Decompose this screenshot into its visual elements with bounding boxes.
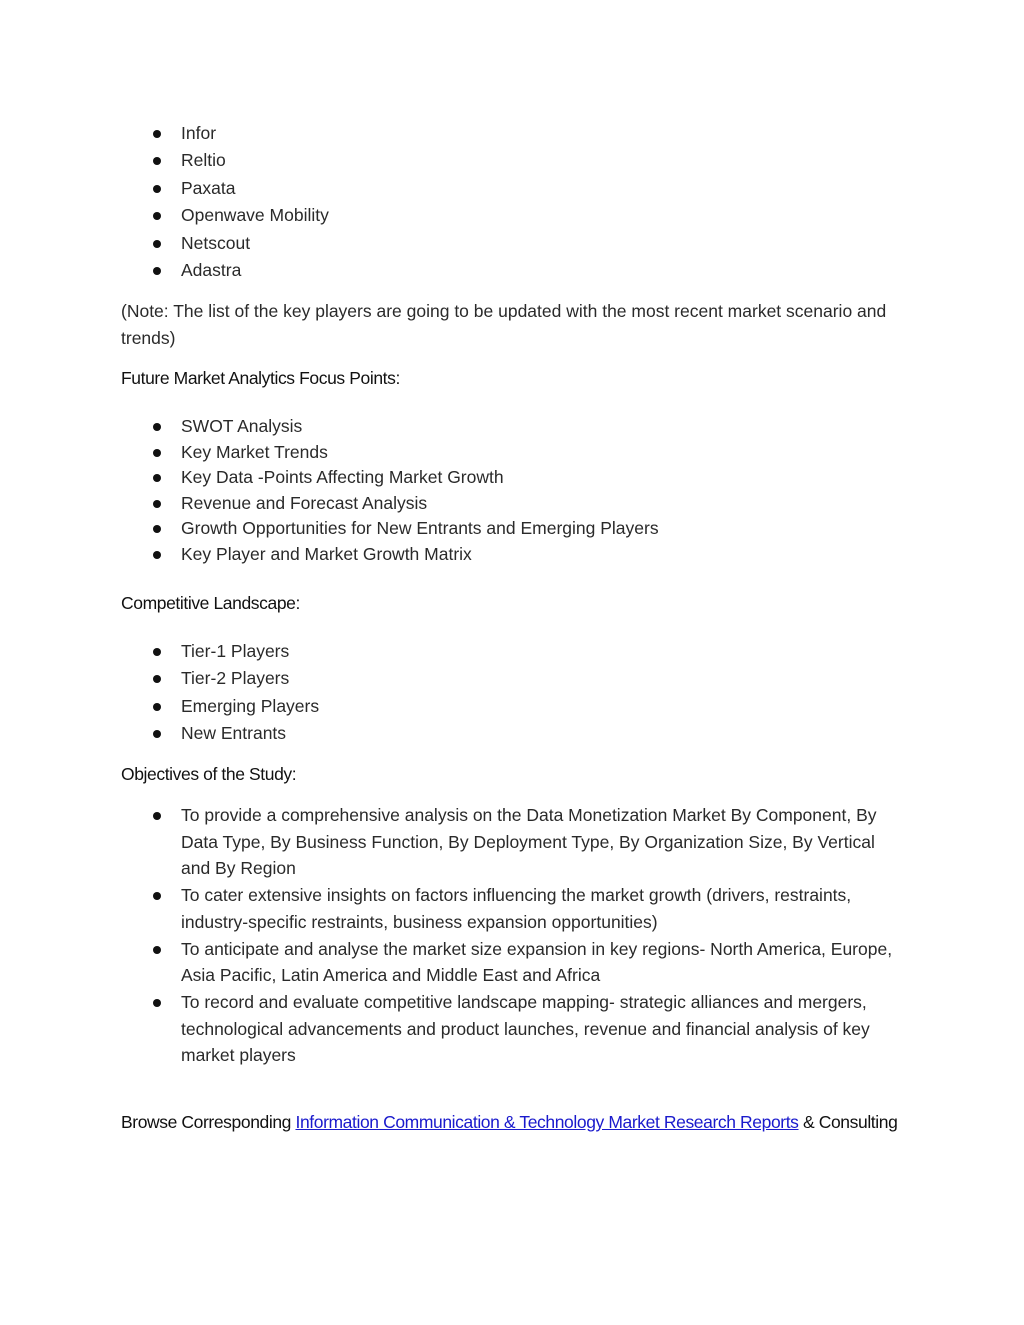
bullet-icon bbox=[153, 675, 161, 683]
list-item-text: Tier-1 Players bbox=[181, 641, 290, 661]
bullet-icon bbox=[153, 449, 161, 457]
objectives-list bbox=[121, 802, 901, 1069]
focus-points-heading: Future Market Analytics Focus Points: bbox=[121, 368, 400, 388]
competitive-heading-wrap bbox=[121, 590, 901, 616]
list-item bbox=[121, 638, 901, 665]
list-item bbox=[121, 491, 901, 517]
list-item bbox=[121, 516, 901, 542]
bullet-icon bbox=[153, 703, 161, 711]
list-item bbox=[121, 542, 901, 568]
bullet-icon bbox=[153, 812, 161, 820]
browse-section bbox=[121, 1109, 901, 1136]
competitive-landscape-list bbox=[121, 638, 901, 748]
list-item bbox=[121, 120, 901, 147]
list-item bbox=[121, 882, 901, 935]
focus-points-section bbox=[121, 414, 901, 568]
list-item-text: Adastra bbox=[181, 260, 242, 281]
bullet-icon bbox=[153, 892, 161, 900]
list-item-text: Key Player and Market Growth Matrix bbox=[181, 543, 472, 564]
browse-prefix: Browse Corresponding bbox=[121, 1112, 296, 1132]
bullet-icon bbox=[153, 946, 161, 954]
list-item-text: Key Data -Points Affecting Market Growth bbox=[181, 467, 504, 488]
list-item-text: Infor bbox=[181, 123, 217, 143]
bullet-icon bbox=[153, 999, 161, 1007]
bullet-icon bbox=[153, 423, 161, 431]
list-item-text: To provide a comprehensive analysis on the Data Monetization Market By Component, By Data Type, By Business Function, By Deployment Type, By Organization Size, By Vertical and By Region bbox=[181, 805, 877, 879]
bullet-icon bbox=[153, 212, 161, 220]
list-item bbox=[121, 175, 901, 202]
list-item bbox=[121, 147, 901, 174]
list-item bbox=[121, 693, 901, 720]
list-item-text: Openwave Mobility bbox=[181, 205, 329, 226]
list-item bbox=[121, 665, 901, 692]
competitive-landscape-heading: Competitive Landscape: bbox=[121, 593, 300, 613]
bullet-icon bbox=[153, 525, 161, 533]
list-item-text: Key Market Trends bbox=[181, 441, 328, 462]
bullet-icon bbox=[153, 157, 161, 165]
list-item bbox=[121, 936, 901, 989]
competitive-landscape-section bbox=[121, 638, 901, 748]
bullet-icon bbox=[153, 500, 161, 508]
list-item bbox=[121, 720, 901, 747]
list-item bbox=[121, 230, 901, 257]
objectives-heading: Objectives of the Study: bbox=[121, 764, 297, 784]
list-item bbox=[121, 989, 901, 1069]
list-item-text: Reltio bbox=[181, 150, 226, 171]
list-item-text: New Entrants bbox=[181, 723, 287, 744]
browse-paragraph bbox=[121, 1109, 901, 1136]
list-item bbox=[121, 414, 901, 440]
list-item-text: Growth Opportunities for New Entrants and Emerging Players bbox=[181, 518, 659, 539]
list-item bbox=[121, 257, 901, 284]
focus-points-list bbox=[121, 414, 901, 568]
bullet-icon bbox=[153, 474, 161, 482]
key-players-note: (Note: The list of the key players are going to be updated with the most recent market scenario and trends) bbox=[121, 301, 887, 348]
list-item-text: SWOT Analysis bbox=[181, 416, 303, 436]
list-item bbox=[121, 202, 901, 229]
list-item-text: Emerging Players bbox=[181, 695, 320, 716]
list-item-text: Paxata bbox=[181, 177, 236, 198]
note-section bbox=[121, 298, 901, 351]
focus-points-heading-wrap bbox=[121, 365, 901, 391]
bullet-icon bbox=[153, 267, 161, 275]
list-item-text: To cater extensive insights on factors influencing the market growth (drivers, restraints, industry-specific restraints, business expansion opportunities) bbox=[181, 885, 852, 932]
bullet-icon bbox=[153, 185, 161, 193]
key-players-list bbox=[121, 120, 901, 284]
bullet-icon bbox=[153, 240, 161, 248]
list-item bbox=[121, 440, 901, 466]
list-item-text: Netscout bbox=[181, 232, 251, 253]
list-item-text: Tier-2 Players bbox=[181, 668, 290, 689]
bullet-icon bbox=[153, 730, 161, 738]
bullet-icon bbox=[153, 648, 161, 656]
objectives-section bbox=[121, 802, 901, 1069]
list-item-text: To record and evaluate competitive landscape mapping- strategic alliances and mergers, technological advancements and product launches, revenue and financial analysis of key market players bbox=[181, 991, 870, 1066]
list-item bbox=[121, 802, 901, 882]
key-players-section bbox=[121, 120, 901, 284]
browse-suffix: & Consulting bbox=[798, 1112, 898, 1132]
objectives-heading-wrap bbox=[121, 761, 901, 787]
bullet-icon bbox=[153, 551, 161, 559]
bullet-icon bbox=[153, 130, 161, 138]
list-item-text: To anticipate and analyse the market size expansion in key regions- North America, Europe, Asia Pacific, Latin America and Middle East and Africa bbox=[181, 938, 893, 986]
ict-reports-link[interactable]: Information Communication & Technology Market Research Reports bbox=[295, 1112, 799, 1132]
list-item bbox=[121, 465, 901, 491]
list-item-text: Revenue and Forecast Analysis bbox=[181, 492, 428, 513]
